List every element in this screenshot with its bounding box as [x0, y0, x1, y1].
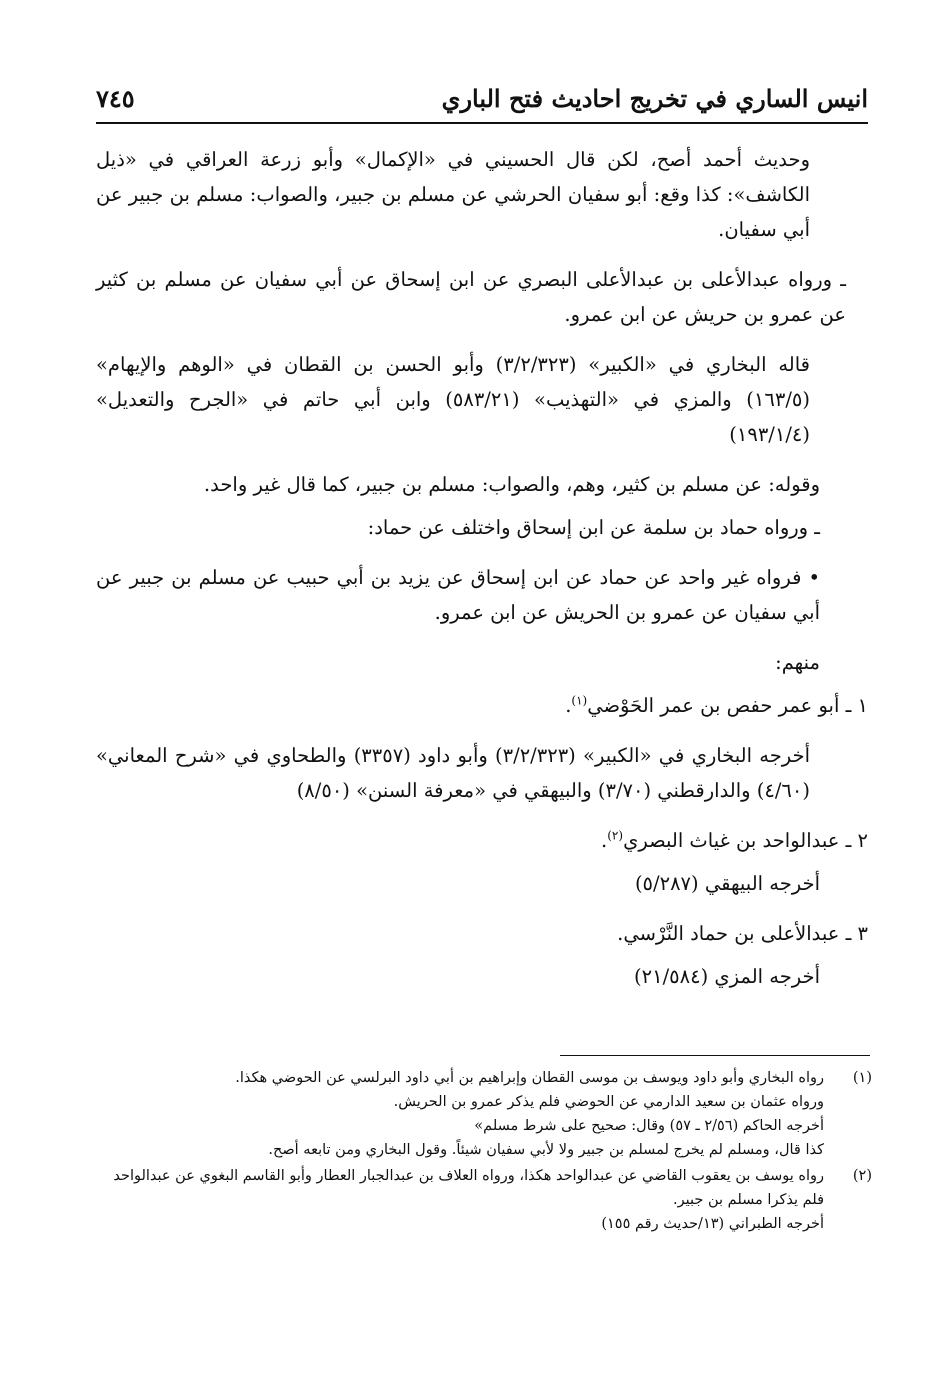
footnote-number: (١)	[852, 1070, 872, 1086]
item-name: عبدالواحد بن غياث البصري	[623, 829, 840, 852]
main-text	[96, 142, 868, 1009]
list-item	[96, 916, 868, 951]
paragraph: ـ ورواه حماد بن سلمة عن ابن إسحاق واختلف عن حماد:	[367, 516, 820, 539]
footnote-2	[96, 1164, 872, 1236]
item-number: ٣ ـ	[845, 922, 868, 945]
footnote-ref[interactable]: (١)	[571, 693, 588, 708]
paragraph: وقوله: عن مسلم بن كثير، وهم، والصواب: مسلم بن جبير، كما قال غير واحد.	[203, 473, 820, 496]
paragraph: ـ ورواه عبدالأعلى بن عبدالأعلى البصري عن ابن إسحاق عن أبي سفيان عن مسلم بن كثير عن عمرو بن حريش عن ابن عمرو.	[96, 268, 846, 326]
paragraph: منهم:	[775, 651, 820, 674]
running-header	[96, 78, 868, 118]
item-detail: أخرجه البخاري في «الكبير» (٣/٢/٣٢٣) وأبو داود (٣٣٥٧) والطحاوي في «شرح المعاني» (٤/٦٠) والدارقطني (٣/٧٠) والبيهقي في «معرفة السنن» (٨/٥٠)	[96, 744, 810, 802]
item-number: ٢ ـ	[845, 829, 868, 852]
footnotes	[96, 1066, 872, 1238]
header-rule	[96, 122, 868, 124]
list-item: ١ ـ أبو عمر حفص بن عمر الحَوْضي$^{(١)}$.	[565, 693, 868, 717]
footnote-line: أخرجه الطبراني (١٣/حديث رقم ١٥٥)	[601, 1216, 824, 1232]
footnote-line: أخرجه الحاكم (٢/٥٦ ـ ٥٧) وقال: صحيح على شرط مسلم»	[474, 1118, 824, 1134]
footnote-line: رواه يوسف بن يعقوب القاضي عن عبدالواحد هكذا، ورواه العلاف بن عبدالجبار العطار وأبو القاسم البغوي عن عبدالواحد فلم يذكرا مسلم بن جبير.	[113, 1168, 824, 1208]
book-title: انيس الساري في تخريج احاديث فتح الباري	[441, 83, 868, 113]
item-detail: أخرجه المزي (٢١/٥٨٤)	[634, 965, 820, 988]
footnote-line: رواه البخاري وأبو داود ويوسف بن موسى القطان وإبراهيم بن أبي داود البرلسي عن الحوضي هكذا.	[235, 1070, 824, 1086]
footnote-1	[96, 1066, 872, 1162]
page-number: ٧٤٥	[96, 83, 135, 113]
paragraph: • فرواه غير واحد عن حماد عن ابن إسحاق عن يزيد بن أبي حبيب عن مسلم بن جبير عن أبي سفيان عن عمرو بن الحريش عن ابن عمرو.	[96, 566, 820, 624]
paragraph: وحديث أحمد أصح، لكن قال الحسيني في «الإكمال» وأبو زرعة العراقي في «ذيل الكاشف»: كذا وقع: أبو سفيان الحرشي عن مسلم بن جبير، والصواب: مسلم بن جبير عن أبي سفيان.	[96, 148, 810, 241]
item-name: عبدالأعلى بن حماد النَّرْسي.	[617, 922, 840, 945]
footnote-ref[interactable]: (٢)	[607, 828, 624, 843]
list-item: ٢ ـ عبدالواحد بن غياث البصري$^{(٢)}$.	[601, 828, 868, 852]
paragraph: قاله البخاري في «الكبير» (٣/٢/٣٢٣) وأبو الحسن بن القطان في «الوهم والإيهام» (١٦٣/٥) والمزي في «التهذيب» (٥٨٣/٢١) وابن أبي حاتم في «الجرح والتعديل» (١٩٣/١/٤)	[96, 353, 810, 446]
item-name: أبو عمر حفص بن عمر الحَوْضي	[587, 694, 840, 717]
item-number: ١ ـ	[845, 694, 868, 717]
footnote-number: (٢)	[852, 1168, 872, 1184]
footnote-line: كذا قال، ومسلم لم يخرج لمسلم بن جبير ولا لأبي سفيان شيئاً. وقول البخاري ومن تابعه أصح.	[268, 1142, 824, 1158]
footnote-line: ورواه عثمان بن سعيد الدارمي عن الحوضي فلم يذكر عمرو بن الحريش.	[393, 1094, 824, 1110]
footnote-separator	[560, 1055, 870, 1056]
item-detail: أخرجه البيهقي (٥/٢٨٧)	[634, 872, 820, 895]
